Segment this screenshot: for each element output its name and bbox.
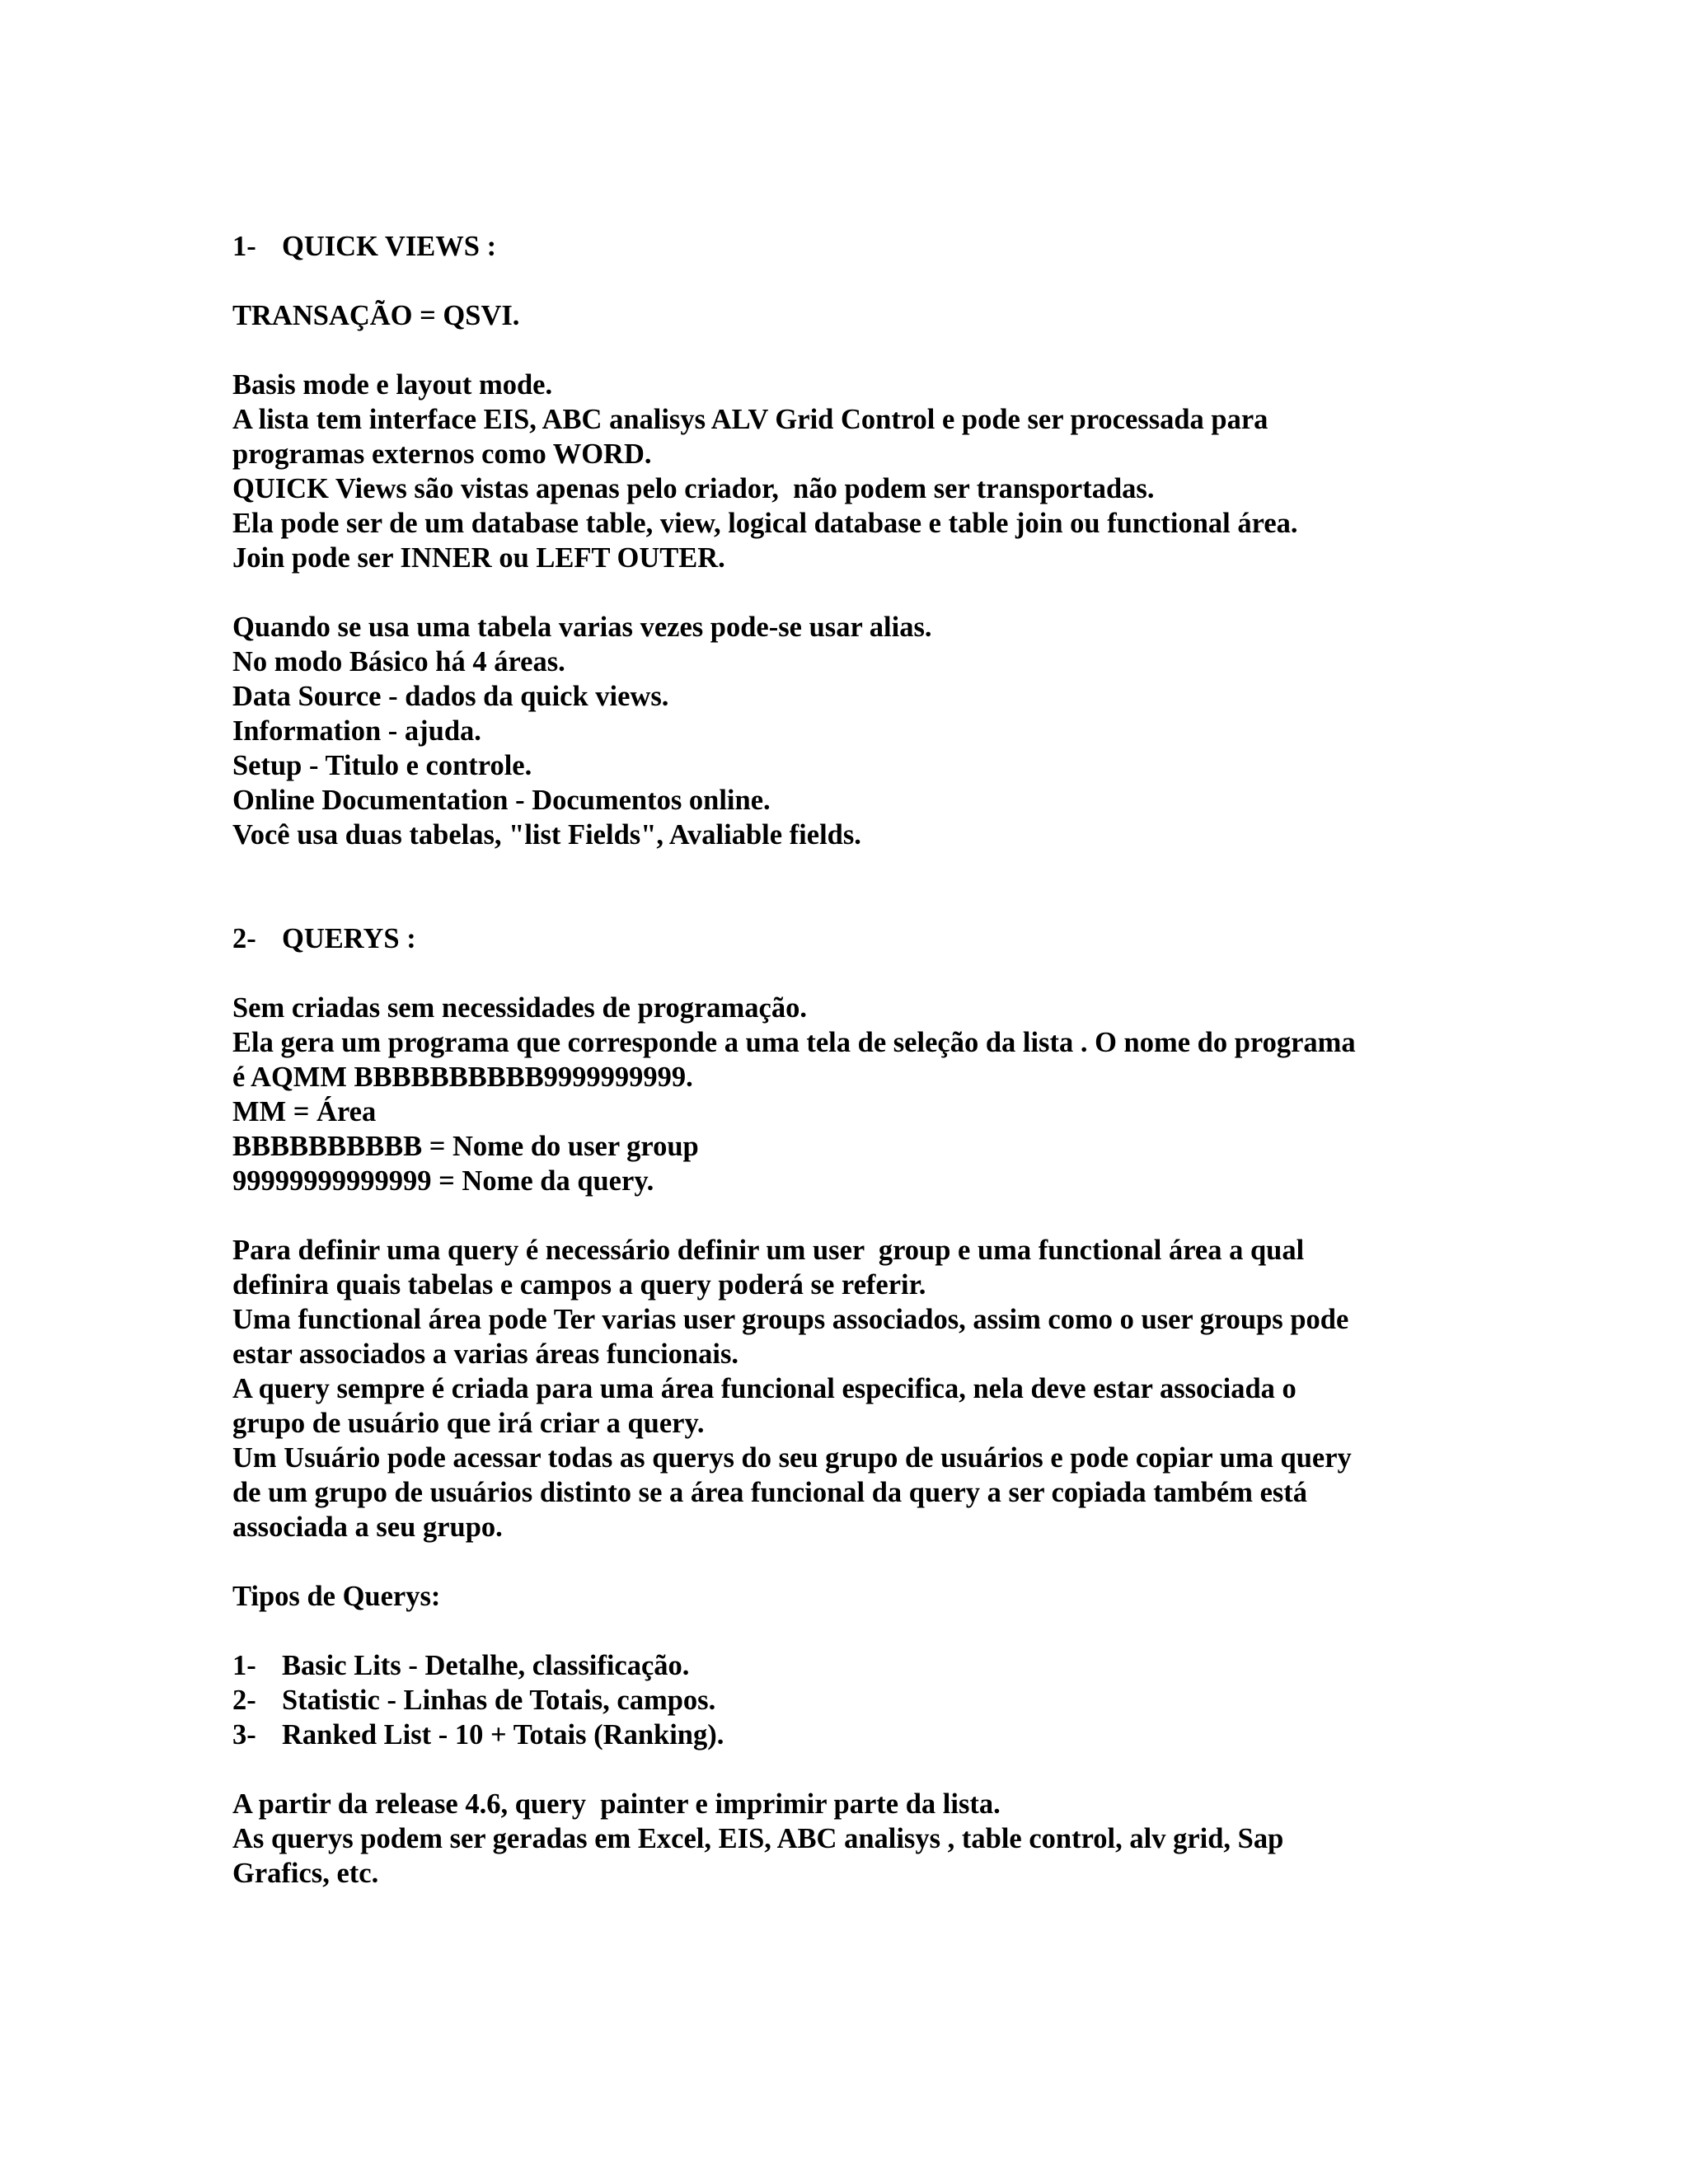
section-1-title: QUICK VIEWS : — [282, 231, 497, 262]
text-line: Para definir uma query é necessário definir um user group e uma functional área a qual — [232, 1235, 1305, 1266]
spacer — [232, 852, 1452, 921]
text-line: A query sempre é criada para uma área funcional especifica, nela deve estar associada o — [232, 1373, 1296, 1404]
list-item-text: Statistic - Linhas de Totais, campos. — [282, 1685, 716, 1716]
text-line: estar associados a varias áreas funcionais. — [232, 1338, 738, 1370]
transaction-line: TRANSAÇÃO = QSVI. — [232, 300, 520, 331]
text-line: Ela pode ser de um database table, view, logical database e table join ou functional área. — [232, 508, 1298, 539]
text-line: A lista tem interface EIS, ABC analisys ALV Grid Control e pode ser processada para — [232, 404, 1268, 435]
text-line: Quando se usa uma tabela varias vezes pode-se usar alias. — [232, 612, 932, 643]
text-line: Online Documentation - Documentos online. — [232, 785, 771, 816]
text-line: Basis mode e layout mode. — [232, 369, 553, 401]
text-line: Setup - Titulo e controle. — [232, 750, 532, 781]
section-1-paragraph-1 — [232, 368, 1452, 575]
text-line: QUICK Views são vistas apenas pelo criador, não podem ser transportadas. — [232, 473, 1155, 504]
list-item-text: Basic Lits - Detalhe, classificação. — [282, 1650, 690, 1681]
text-line: Grafics, etc. — [232, 1858, 379, 1889]
section-2-paragraph-3 — [232, 1787, 1452, 1891]
text-line: No modo Básico há 4 áreas. — [232, 646, 565, 677]
text-line: A partir da release 4.6, query painter e imprimir parte da lista. — [232, 1788, 1001, 1820]
section-2-paragraph-2 — [232, 1233, 1452, 1544]
text-line: 99999999999999 = Nome da query. — [232, 1165, 654, 1197]
text-line: de um grupo de usuários distinto se a área funcional da query a ser copiada também está — [232, 1477, 1308, 1508]
text-line: Você usa duas tabelas, "list Fields", Avaliable fields. — [232, 819, 861, 851]
section-2-heading — [232, 921, 1452, 956]
text-line: Ela gera um programa que corresponde a uma tela de seleção da lista . O nome do programa — [232, 1027, 1356, 1058]
text-line: programas externos como WORD. — [232, 438, 652, 470]
spacer — [232, 264, 1452, 298]
spacer — [232, 333, 1452, 368]
list-item-number: 1- — [232, 1650, 256, 1681]
text-line: MM = Área — [232, 1096, 377, 1127]
text-line: Join pode ser INNER ou LEFT OUTER. — [232, 542, 725, 574]
text-line: Um Usuário pode acessar todas as querys do seu grupo de usuários e pode copiar uma query — [232, 1442, 1352, 1474]
list-item-text: Ranked List - 10 + Totais (Ranking). — [282, 1719, 724, 1750]
spacer — [232, 956, 1452, 991]
spacer — [232, 1752, 1452, 1787]
text-line: é AQMM BBBBBBBBBB9999999999. — [232, 1062, 693, 1093]
list-item — [232, 1683, 1452, 1718]
query-types-heading: Tipos de Querys: — [232, 1581, 441, 1612]
section-2-number: 2- — [232, 923, 256, 954]
section-1-number: 1- — [232, 231, 256, 262]
text-line: As querys podem ser geradas em Excel, EIS, ABC analisys , table control, alv grid, Sap — [232, 1823, 1284, 1854]
text-line: Information - ajuda. — [232, 715, 481, 747]
text-line: grupo de usuário que irá criar a query. — [232, 1408, 705, 1439]
list-item — [232, 1648, 1452, 1683]
list-item-number: 3- — [232, 1719, 256, 1750]
text-line: definira quais tabelas e campos a query poderá se referir. — [232, 1269, 926, 1301]
spacer — [232, 1614, 1452, 1648]
text-line: Uma functional área pode Ter varias user groups associados, assim como o user groups pode — [232, 1304, 1349, 1335]
section-2-title: QUERYS : — [282, 923, 416, 954]
section-1-heading — [232, 229, 1452, 264]
spacer — [232, 575, 1452, 610]
text-line: Sem criadas sem necessidades de programação. — [232, 992, 807, 1024]
text-line: Data Source - dados da quick views. — [232, 681, 669, 712]
query-types-list — [232, 1648, 1452, 1752]
section-2-paragraph-1 — [232, 991, 1452, 1198]
spacer — [232, 1198, 1452, 1233]
document-page — [232, 229, 1452, 1891]
text-line: associada a seu grupo. — [232, 1511, 503, 1543]
section-1-paragraph-2 — [232, 610, 1452, 852]
list-item — [232, 1718, 1452, 1752]
list-item-number: 2- — [232, 1685, 256, 1716]
spacer — [232, 1544, 1452, 1579]
text-line: BBBBBBBBBB = Nome do user group — [232, 1131, 699, 1162]
